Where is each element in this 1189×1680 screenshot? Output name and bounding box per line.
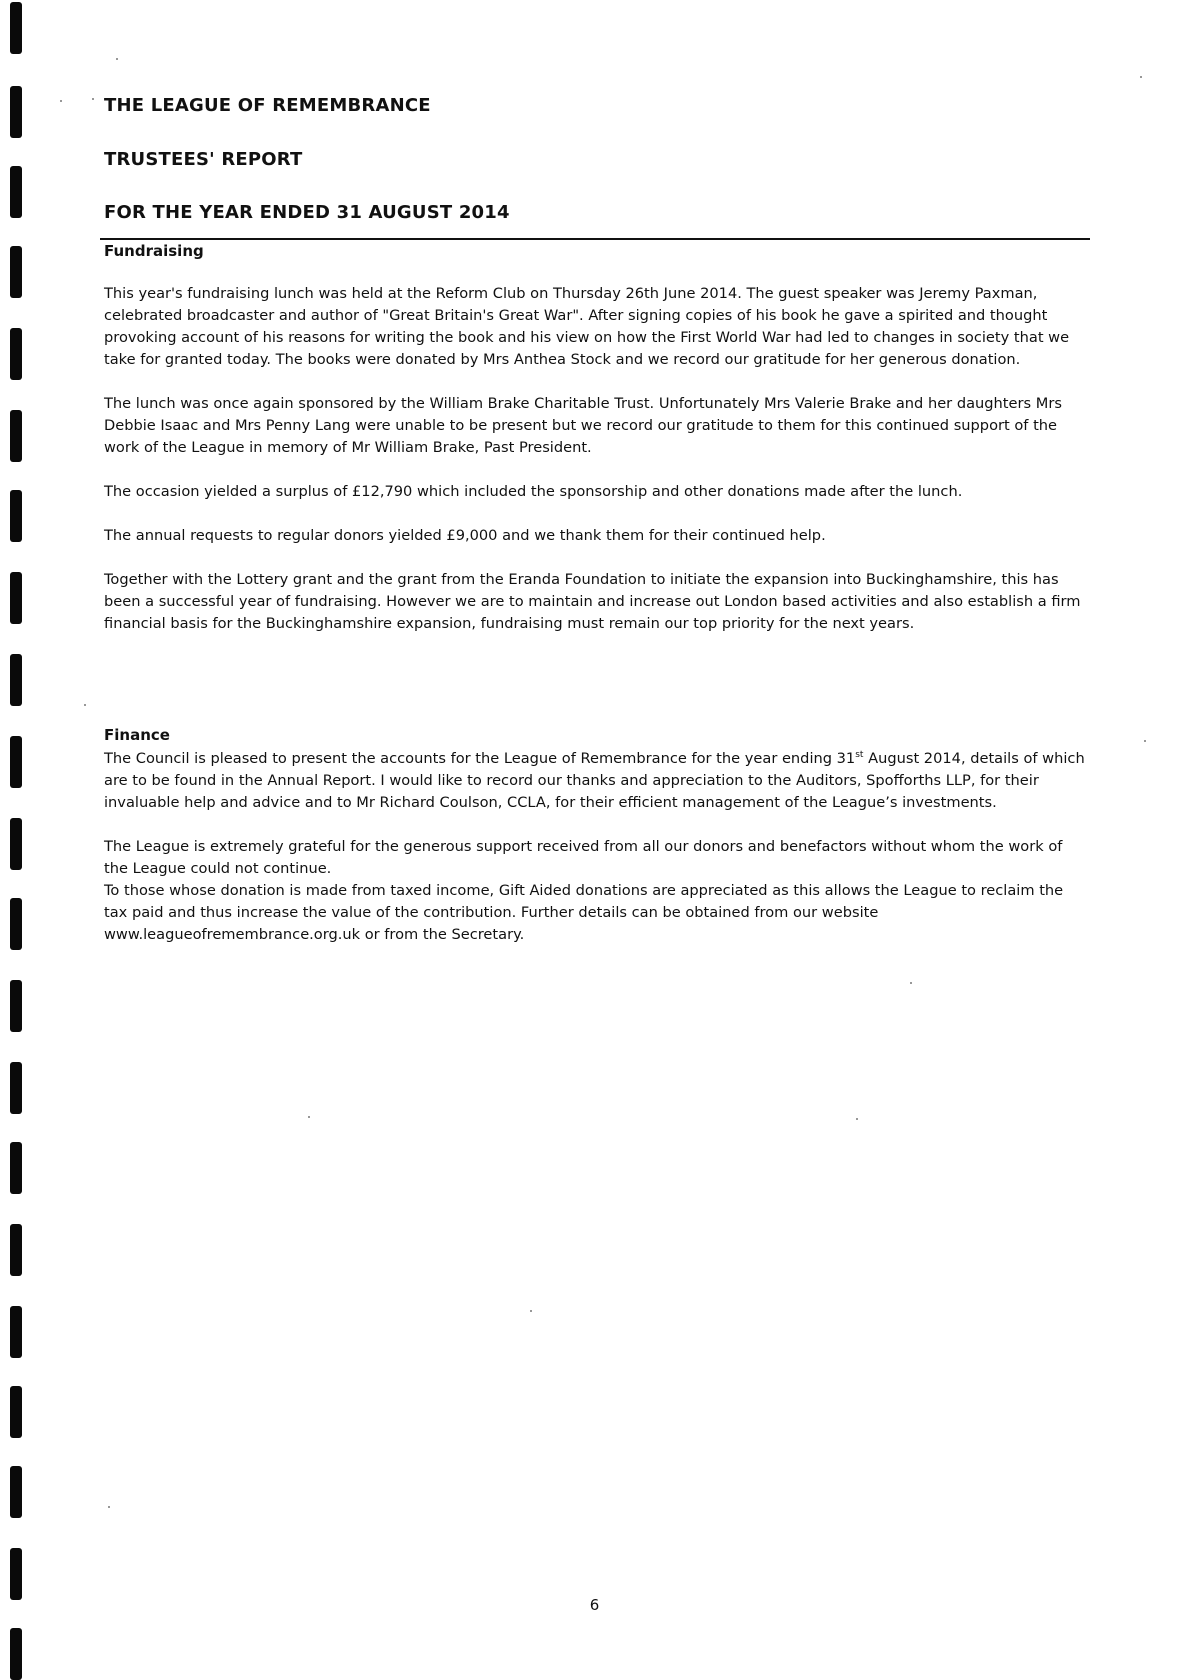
binding-marks [10,0,24,1675]
finance-heading: Finance [104,726,170,744]
scan-speck [84,704,86,706]
binding-mark [10,1466,22,1518]
binding-mark [10,328,22,380]
fundraising-section [104,240,1090,657]
binding-mark [10,1062,22,1114]
binding-mark [10,2,22,54]
finance-paragraph-text: The Council is pleased to present the accounts for the League of Remembrance for the year ending 31 [104,750,856,767]
binding-mark [10,898,22,950]
finance-paragraph-text: August 2014, details of which are to be found in the Annual Report. I would like to record our thanks and appreciation to the Auditors, Spofforths LLP, for their invaluable help and advice and to Mr Richard Coulson, CCLA, for their efficient management of the League’s investments. [104,750,1085,811]
period-title: FOR THE YEAR ENDED 31 AUGUST 2014 [104,202,510,223]
scan-speck [856,1118,858,1120]
binding-mark [10,410,22,462]
fundraising-paragraph: This year's fundraising lunch was held at the Reform Club on Thursday 26th June 2014. The guest speaker was Jeremy Paxman, celebrated broadcaster and author of "Great Britain's Great War". After signing copies of his book he gave a spirited and thought provoking account of his reasons for writing the book and his view on how the First World War had led to changes in society that we take for granted today. The books were donated by Mrs Anthea Stock and we record our gratitude for her generous donation. [104,285,1070,368]
binding-mark [10,86,22,138]
scan-speck [108,1506,110,1508]
binding-mark [10,246,22,298]
binding-mark [10,980,22,1032]
scan-speck [308,1116,310,1118]
binding-mark [10,1548,22,1600]
fundraising-heading: Fundraising [104,242,204,260]
scan-speck [116,58,118,60]
scan-speck [1140,76,1142,78]
organisation-title: THE LEAGUE OF REMEMBRANCE [104,95,431,116]
binding-mark [10,1628,22,1680]
binding-mark [10,654,22,706]
binding-mark [10,736,22,788]
report-title: TRUSTEES' REPORT [104,149,303,170]
binding-mark [10,1306,22,1358]
finance-section [104,724,1090,946]
page-number: 6 [589,1596,600,1614]
scan-speck [910,982,912,984]
scan-speck [92,98,94,100]
binding-mark [10,818,22,870]
fundraising-paragraph: Together with the Lottery grant and the grant from the Eranda Foundation to initiate the expansion into Buckinghamshire, this has been a successful year of fundraising. However we are to maintain and increase out London based activities and also establish a firm financial basis for the Buckinghamshire expansion, fundraising must remain our top priority for the next years. [104,571,1081,632]
scan-speck [530,1310,532,1312]
binding-mark [10,166,22,218]
binding-mark [10,1386,22,1438]
binding-mark [10,1142,22,1194]
fundraising-paragraph: The annual requests to regular donors yielded £9,000 and we thank them for their continued help. [104,527,826,544]
scan-speck [60,100,62,102]
binding-mark [10,1224,22,1276]
scan-speck [1144,740,1146,742]
binding-mark [10,490,22,542]
fundraising-paragraph: The occasion yielded a surplus of £12,790 which included the sponsorship and other donations made after the lunch. [104,483,963,500]
finance-paragraph: To those whose donation is made from taxed income, Gift Aided donations are appreciated as this allows the League to reclaim the tax paid and thus increase the value of the contribution. Further details can be obtained from our website www.leagueofremembrance.org.uk or from the Secretary. [104,882,1064,943]
finance-paragraph [104,748,1090,814]
binding-mark [10,572,22,624]
finance-paragraph: The League is extremely grateful for the generous support received from all our donors and benefactors without whom the work of the League could not continue. [104,838,1063,877]
ordinal-suffix: st [855,750,864,761]
fundraising-paragraph: The lunch was once again sponsored by the William Brake Charitable Trust. Unfortunately Mrs Valerie Brake and her daughters Mrs Debbie Isaac and Mrs Penny Lang were unable to be present but we record our gratitude to them for this continued support of the work of the League in memory of Mr William Brake, Past President. [104,395,1062,456]
